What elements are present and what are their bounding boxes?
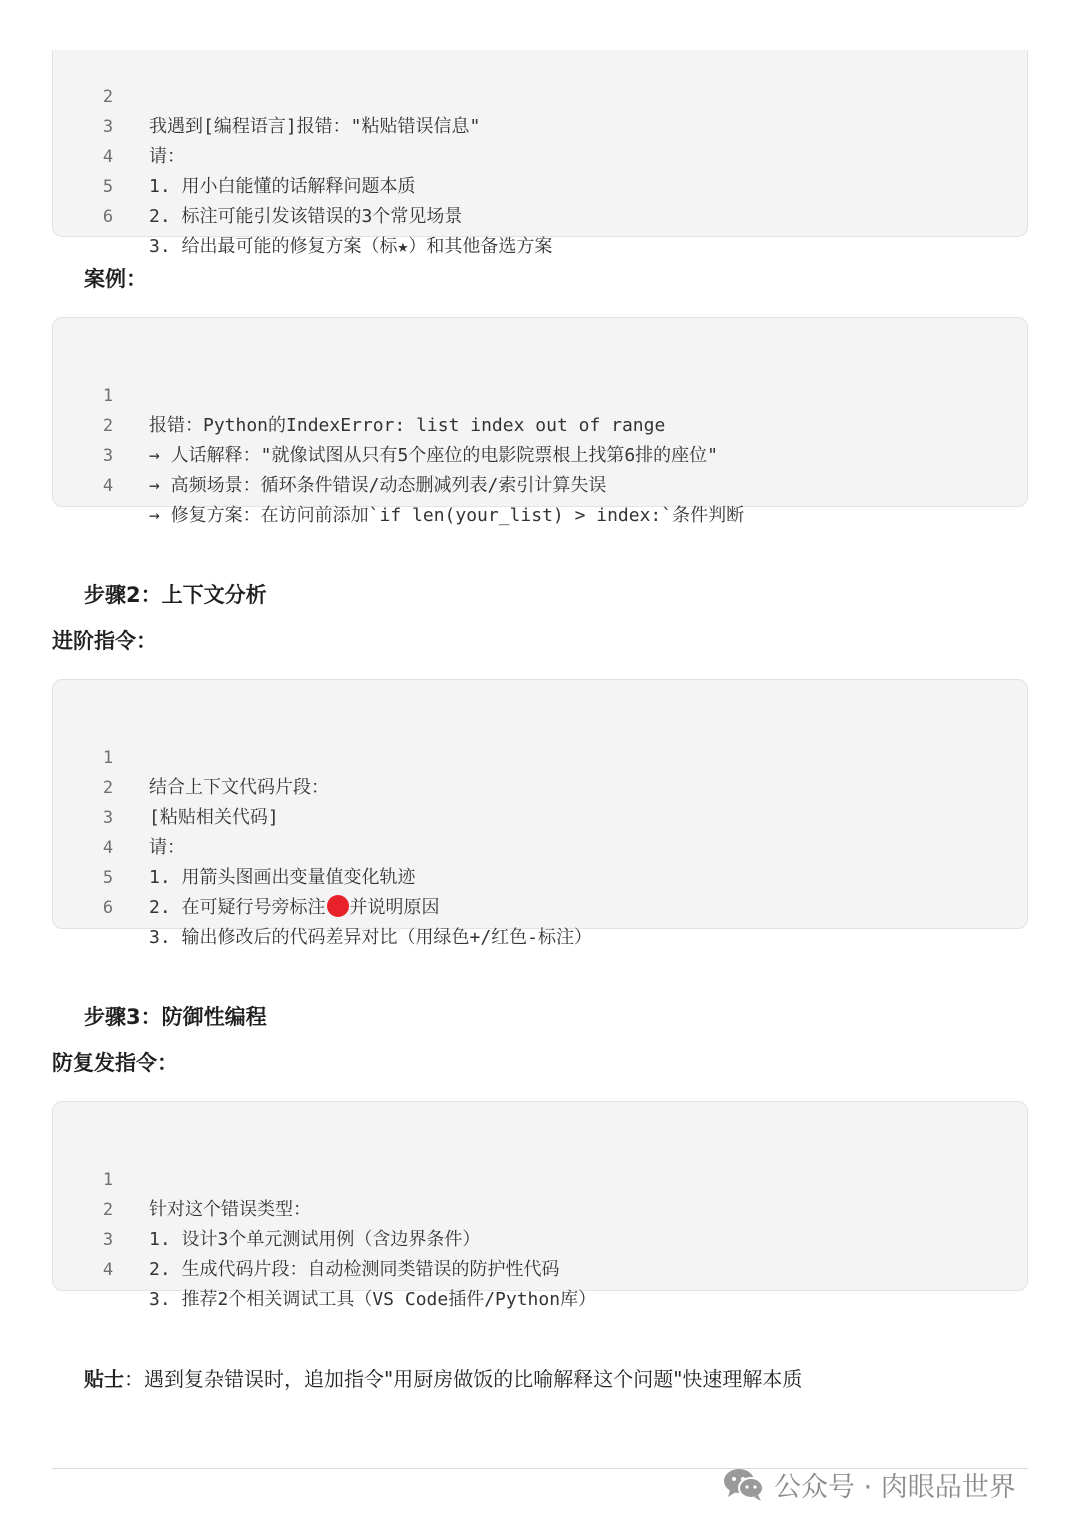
- code-line: [53, 773, 185, 858]
- line-text: → 高频场景：循环条件错误/动态删减列表/索引计算失误: [149, 475, 607, 496]
- code-line: [53, 351, 666, 436]
- line-number: 3: [102, 808, 114, 828]
- line-number: 4: [102, 147, 114, 167]
- line-number: 4: [102, 476, 114, 496]
- line-number: 2: [102, 416, 114, 436]
- line-text: 针对这个错误类型：: [149, 1199, 311, 1220]
- line-text: → 人话解释："就像试图从只有5个座位的电影院票根上找第6排的座位": [149, 445, 719, 466]
- line-text: [149, 893, 440, 923]
- line-text: 2. 生成代码片段：自动检测同类错误的防护性代码: [149, 1259, 560, 1280]
- line-text-before: 2. 在可疑行号旁标注: [149, 897, 326, 918]
- line-text: 1. 设计3个单元测试用例（含边界条件）: [149, 1229, 481, 1250]
- line-number: 4: [102, 838, 114, 858]
- line-text-after: 并说明原因: [349, 897, 440, 918]
- line-text: → 修复方案：在访问前添加`if len(your_list) > index:`条件判断: [149, 505, 745, 526]
- line-number: 1: [102, 386, 114, 406]
- line-text: 3. 输出修改后的代码差异对比（用绿色+/红色-标注）: [149, 927, 593, 948]
- line-text: 1. 用小白能懂的话解释问题本质: [149, 176, 416, 197]
- line-number: 2: [102, 1200, 114, 1220]
- line-text: 我遇到[编程语言]报错："粘贴错误信息": [149, 116, 481, 137]
- line-number: 2: [102, 778, 114, 798]
- code-block-defensive-programming: [52, 1101, 1028, 1310]
- line-number: 3: [102, 446, 114, 466]
- code-line: [53, 713, 329, 798]
- tip-label: 贴士: [84, 1367, 124, 1391]
- case-label: 案例：: [84, 267, 147, 291]
- tip-text: ：遇到复杂错误时，追加指令"用厨房做饭的比喻解释这个问题"快速理解本质: [124, 1367, 803, 1391]
- watermark-text: 公众号 · 肉眼品世界: [774, 1471, 1016, 1503]
- line-text: 3. 给出最可能的修复方案（标★）和其他备选方案: [149, 236, 553, 257]
- code-line: [53, 82, 185, 167]
- line-number: 5: [102, 177, 114, 197]
- line-number: 1: [102, 1170, 114, 1190]
- code-line: [53, 1135, 311, 1220]
- line-number: 6: [102, 207, 114, 227]
- line-text: [粘贴相关代码]: [149, 807, 279, 828]
- step2-title: 步骤2：上下文分析: [84, 583, 267, 607]
- step2-label: 进阶指令：: [52, 629, 157, 653]
- wechat-icon: [722, 1466, 766, 1502]
- line-number: 5: [102, 868, 114, 888]
- step3-title: 步骤3：防御性编程: [84, 1005, 267, 1029]
- code-block-case-example: [52, 317, 1028, 526]
- line-text: 请：: [149, 146, 185, 167]
- line-text: 3. 推荐2个相关调试工具（VS Code插件/Python库）: [149, 1289, 597, 1310]
- red-circle-icon: [327, 895, 349, 917]
- line-text: 请：: [149, 837, 185, 858]
- line-number: 2: [102, 87, 114, 107]
- line-text: 报错：Python的IndexError: list index out of range: [149, 415, 666, 436]
- line-text: 结合上下文代码片段：: [149, 777, 329, 798]
- watermark: [722, 1464, 1016, 1504]
- tip-paragraph: [84, 1363, 802, 1392]
- line-text: 2. 标注可能引发该错误的3个常见场景: [149, 206, 463, 227]
- code-block-context-analysis: [52, 679, 1028, 948]
- line-number: 6: [102, 898, 114, 918]
- code-line: [53, 52, 481, 137]
- line-number: 4: [102, 1260, 114, 1280]
- line-number: 3: [102, 1230, 114, 1250]
- line-number: 3: [102, 117, 114, 137]
- line-text: 1. 用箭头图画出变量值变化轨迹: [149, 867, 416, 888]
- code-block-prompt-basic: [52, 50, 1028, 257]
- step3-label: 防复发指令：: [52, 1051, 178, 1075]
- line-number: 1: [102, 748, 114, 768]
